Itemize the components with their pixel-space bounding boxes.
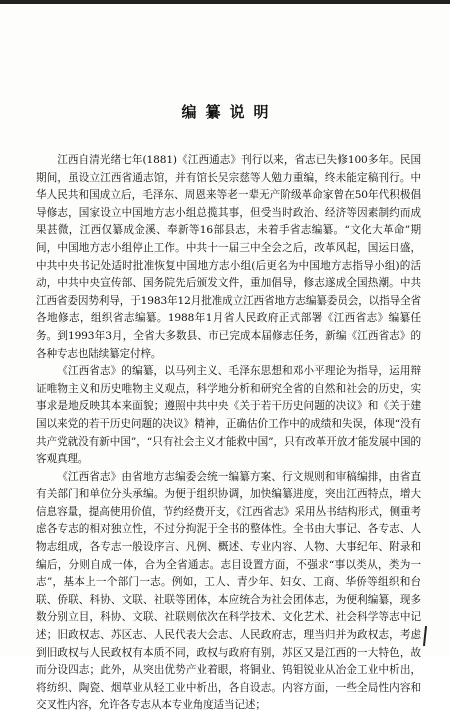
paragraph-guiding-principles: 《江西省志》的编纂，以马列主义、毛泽东思想和邓小平理论为指导，运用辩证唯物主义和历史唯物主义观点，科学地分析和研究全省的自然和社会的历史，实事求是地反映其本来面貌；遵照中共中央《关于若干历史问题的决议》和《关于建国以来党的若干历史问题的决议》精神，正确估价工作中的成绩和失误，体现“没有共产党就没有新中国”，“只有社会主义才能救中国”，只有改革开放才能发展中国的客观真理。 <box>36 365 421 466</box>
body-text <box>36 152 421 715</box>
paragraph-compilation-structure: 《江西省志》由省地方志编委会统一编纂方案、行文规则和审稿编排，由省直有关部门和单位分头承编。为便于组织协调，加快编纂进度，突出江西特点，增大信息容量，提高使用价值，节约经费开支，《江西省志》采用丛书结构形式，侧重考虑各专志的相对独立性，不过分拘泥于全书的整体性。全书由大事记、各专志、人物志组成，各专志一般设序言、凡例、概述、专业内容、人物、大事纪年、附录和编后，分则自成一体，合为全省通志。志目设置方面，不强求“事以类从，类为一志”，基本上一个部门一志。例如，工人、青少年、妇女、工商、华侨等组织和台联、侨联、科协、文联、社联等团体，本应统合为社会团体志，为便利编纂，现多数分别立目，科协、文联、社联则依次在科学技术、文化艺术、社会科学等志中记述；旧政权志、苏区志、人民代表大会志、人民政府志，理当归并为政权志，考虑到旧政权与人民政权有本质不同，政权与政府有别，苏区又是江西的一大特色，故而分设四志；此外，从突出优势产业着眼，将铜业、钨钼锐业从冶金工业中析出，将纺织、陶瓷、烟草业从轻工业中析出，各自设志。内容方面，一些全局性内容和交叉性内容，允许各专志从本专业角度适当记述； <box>36 470 421 712</box>
paragraph-history: 江西自清光绪七年(1881)《江西通志》刊行以来，省志已失修100多年。民国期间，虽设立江西省通志馆，并有馆长吴宗慈等人勉力重编，终未能定稿刊行。中华人民共和国成立后，毛泽东、周恩来等老一辈无产阶级革命家曾在50年代积极倡导修志，国家设立中国地方志小组总揽其事，但受当时政治、经济等因素制约而成果甚微，江西仅纂成金溪、奉新等16部县志，未着手省志编纂。“文化大革命”期间，中国地方志小组停止工作。中共十一届三中全会之后，改革风起，国运日盛，中共中央书记处适时批准恢复中国地方志小组(后更名为中国地方志指导小组)的活动，中共中央宣传部、国务院先后颁发文件，重加倡导，修志遂成全国热潮。中共江西省委因势利导，于1983年12月批准成立江西省地方志编纂委员会，以指导全省各地修志，组织省志编纂。1988年1月省人民政府正式部署《江西省志》编纂任务。到1993年3月，全省大多数县、市已完成本届修志任务，新编《江西省志》的各种专志也陆续纂定付梓。 <box>36 154 421 360</box>
scan-top-edge <box>0 0 450 4</box>
page-title: 编纂说明 <box>181 103 278 121</box>
page-corner-mark <box>423 626 427 646</box>
